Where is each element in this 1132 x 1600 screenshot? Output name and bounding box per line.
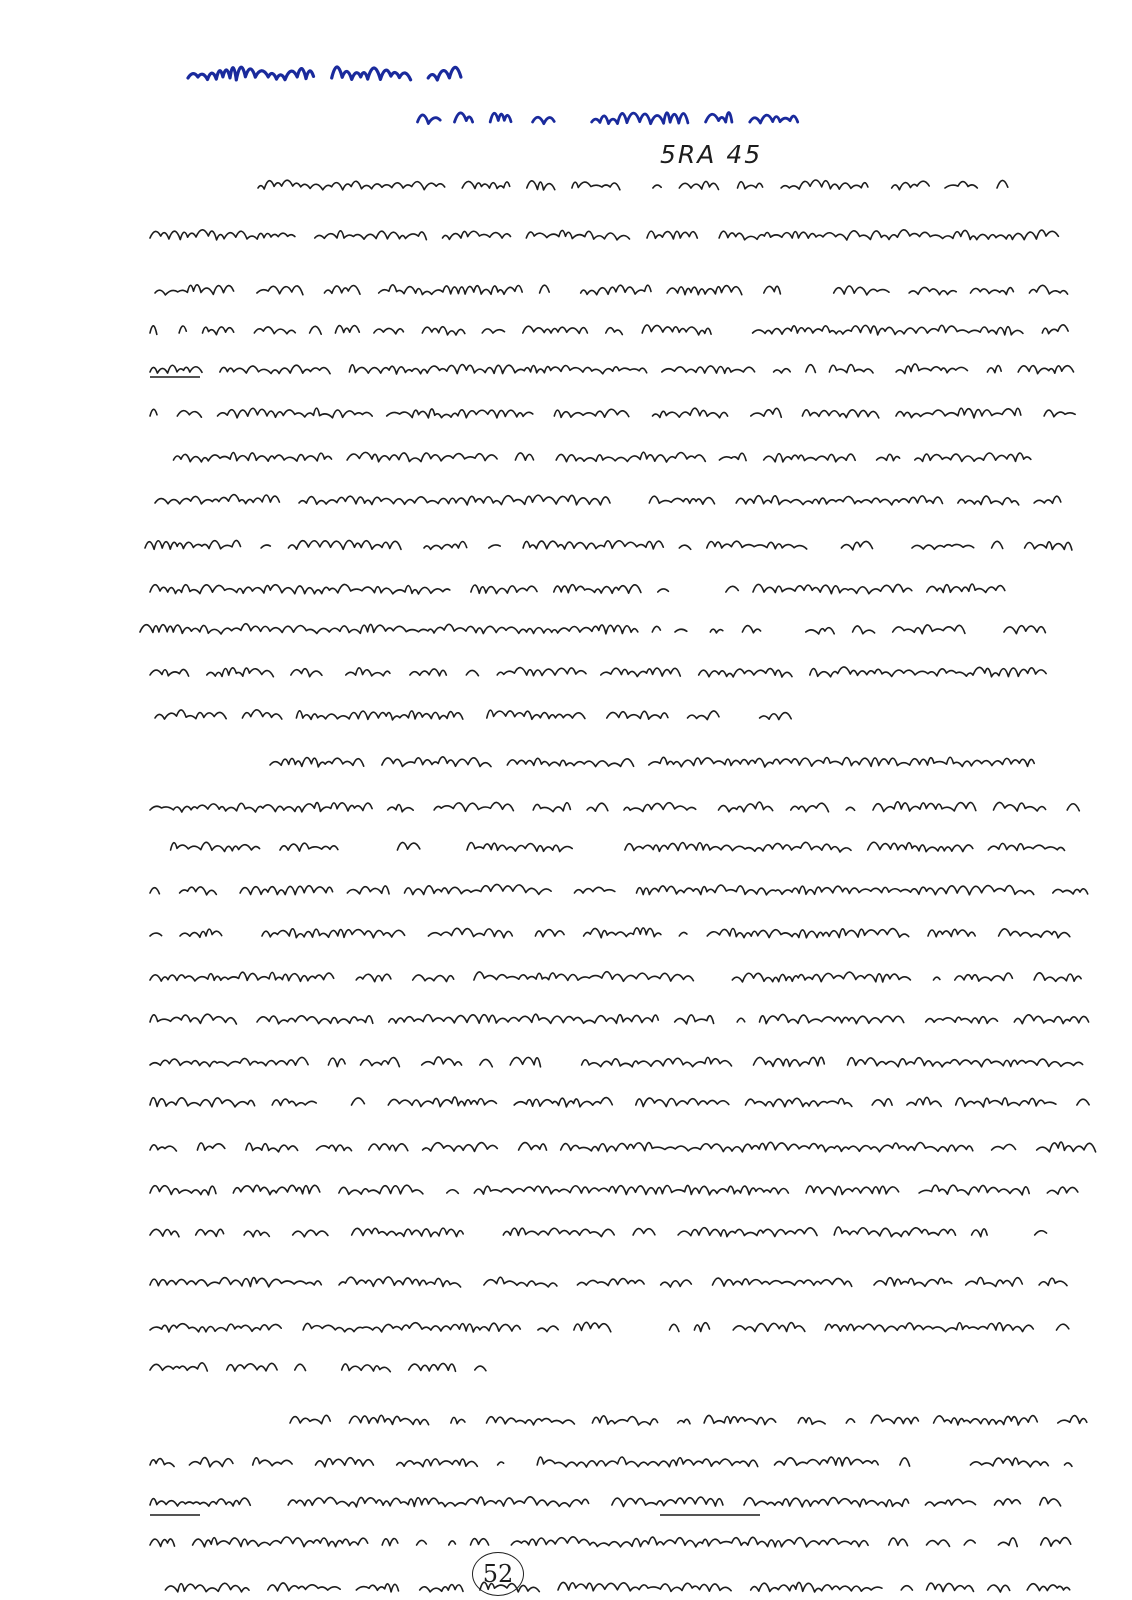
handwritten-line — [150, 1142, 1096, 1152]
handwritten-line — [150, 1097, 1089, 1107]
handwritten-line — [150, 1057, 1083, 1067]
handwritten-line — [150, 928, 1070, 938]
handwritten-line — [270, 757, 1051, 767]
handwritten-line — [150, 1185, 1078, 1195]
underline-marks — [150, 377, 760, 1515]
handwritten-line — [150, 667, 1067, 677]
handwritten-line — [150, 1363, 486, 1372]
handwritten-line — [155, 285, 1068, 295]
handwritten-line — [150, 802, 1079, 812]
handwritten-line — [145, 540, 1072, 550]
handwritten-line — [258, 180, 1008, 190]
handwritten-line — [150, 1537, 1071, 1547]
handwritten-line — [150, 972, 1081, 982]
handwritten-line — [150, 1014, 1089, 1024]
handwritten-line — [150, 1497, 1082, 1507]
handwritten-line — [155, 710, 791, 720]
handwritten-line — [150, 1227, 1047, 1237]
handwritten-line — [150, 230, 1078, 240]
handwritten-line — [150, 1457, 1087, 1467]
handwritten-line — [140, 624, 1045, 634]
student-id-line: 5RA 45 — [660, 140, 763, 169]
handwritten-line — [150, 364, 1074, 374]
handwritten-line — [150, 584, 1050, 594]
handwritten-line — [150, 1277, 1067, 1287]
handwritten-line — [290, 1415, 1087, 1425]
title-line — [188, 67, 461, 80]
page-number: 52 — [472, 1552, 524, 1596]
handwritten-line — [171, 842, 1065, 852]
handwritten-line — [150, 1322, 1069, 1332]
handwritten-line — [155, 495, 1061, 505]
handwritten-line — [165, 1582, 1092, 1592]
handwritten-line — [150, 325, 1068, 335]
subtitle-line — [418, 113, 798, 124]
title-handwriting — [188, 67, 798, 124]
handwritten-line — [150, 408, 1075, 418]
handwritten-line — [150, 884, 1088, 894]
body-handwriting — [140, 180, 1096, 1592]
handwritten-line — [174, 452, 1052, 462]
